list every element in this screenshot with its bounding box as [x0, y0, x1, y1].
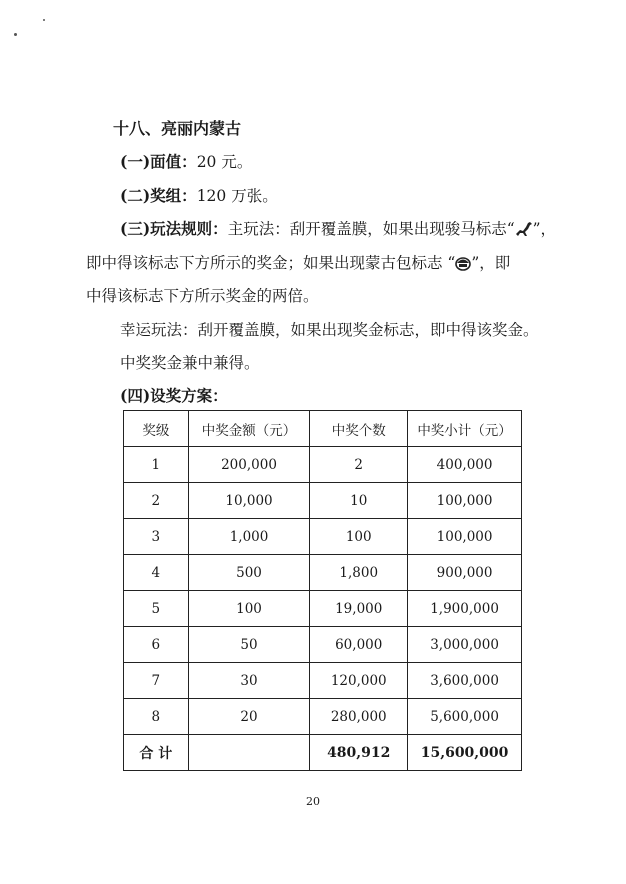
header-amount: 中奖金额（元） [188, 411, 310, 447]
cell-count: 2 [310, 447, 408, 483]
rules-line2-text: 即中得该标志下方所示的奖金；如果出现蒙古包标志 “ [86, 254, 456, 272]
cell-count: 10 [310, 483, 408, 519]
cell-amount: 200,000 [188, 447, 310, 483]
header-level: 奖级 [124, 411, 189, 447]
cell-level: 8 [124, 699, 189, 735]
cell-count: 100 [310, 519, 408, 555]
header-count: 中奖个数 [310, 411, 408, 447]
rules-label: (三)玩法规则 [120, 219, 213, 238]
table-header-row [124, 411, 522, 447]
cell-amount: 100 [188, 591, 310, 627]
header-subtotal: 中奖小计（元） [408, 411, 522, 447]
cell-amount: 10,000 [188, 483, 310, 519]
cell-subtotal: 400,000 [408, 447, 522, 483]
cell-subtotal: 100,000 [408, 483, 522, 519]
rules-line-2 [86, 253, 510, 273]
table-row [124, 555, 522, 591]
horse-icon [515, 221, 533, 237]
cell-level: 3 [124, 519, 189, 555]
table-row [124, 447, 522, 483]
cell-count: 280,000 [310, 699, 408, 735]
cell-count: 60,000 [310, 627, 408, 663]
cell-subtotal: 5,600,000 [408, 699, 522, 735]
cell-amount: 50 [188, 627, 310, 663]
cell-amount: 30 [188, 663, 310, 699]
scan-speck [14, 33, 17, 36]
rules-line1-end: ”， [532, 220, 557, 238]
rules-line-3: 中得该标志下方所示奖金的两倍。 [86, 287, 319, 305]
rules-colon: ： [212, 219, 228, 238]
cell-level: 1 [124, 447, 189, 483]
cell-amount: 20 [188, 699, 310, 735]
cell-level: 2 [124, 483, 189, 519]
total-subtotal: 15,600,000 [408, 735, 522, 771]
cell-subtotal: 3,000,000 [408, 627, 522, 663]
table-row [124, 663, 522, 699]
prize-group-label: (二)奖组 [120, 186, 182, 205]
cell-subtotal: 3,600,000 [408, 663, 522, 699]
cell-subtotal: 900,000 [408, 555, 522, 591]
total-amount [188, 735, 310, 771]
scheme-label: (四)设奖方案： [120, 386, 228, 405]
section-heading: 十八、亮丽内蒙古 [113, 119, 242, 138]
prize-table [123, 410, 522, 771]
rules-line-1 [120, 219, 556, 239]
page-number: 20 [306, 795, 320, 808]
prize-group-colon: ： [181, 186, 197, 205]
cell-subtotal: 1,900,000 [408, 591, 522, 627]
cell-count: 19,000 [310, 591, 408, 627]
total-label: 合 计 [124, 735, 189, 771]
lucky-play-rule: 幸运玩法：刮开覆盖膜，如果出现奖金标志，即中得该奖金。 [120, 321, 539, 339]
rules-line1-text: 主玩法：刮开覆盖膜，如果出现骏马标志“ [227, 220, 515, 238]
yurt-icon [455, 255, 471, 271]
face-value-line [120, 152, 252, 172]
face-value-text: 20 元。 [196, 153, 253, 171]
combine-rule: 中奖奖金兼中兼得。 [120, 354, 260, 372]
table-row [124, 699, 522, 735]
prize-group-line [120, 186, 278, 206]
table-row [124, 483, 522, 519]
cell-count: 1,800 [310, 555, 408, 591]
cell-level: 6 [124, 627, 189, 663]
cell-count: 120,000 [310, 663, 408, 699]
cell-amount: 1,000 [188, 519, 310, 555]
table-row [124, 627, 522, 663]
scan-speck [43, 19, 45, 21]
rules-line2-end: ”，即 [471, 254, 511, 272]
cell-subtotal: 100,000 [408, 519, 522, 555]
total-count: 480,912 [310, 735, 408, 771]
cell-amount: 500 [188, 555, 310, 591]
prize-group-text: 120 万张。 [196, 187, 278, 205]
cell-level: 7 [124, 663, 189, 699]
face-value-label: (一)面值 [120, 152, 182, 171]
table-row [124, 591, 522, 627]
cell-level: 5 [124, 591, 189, 627]
face-value-colon: ： [181, 152, 197, 171]
table-row [124, 519, 522, 555]
table-total-row [124, 735, 522, 771]
cell-level: 4 [124, 555, 189, 591]
